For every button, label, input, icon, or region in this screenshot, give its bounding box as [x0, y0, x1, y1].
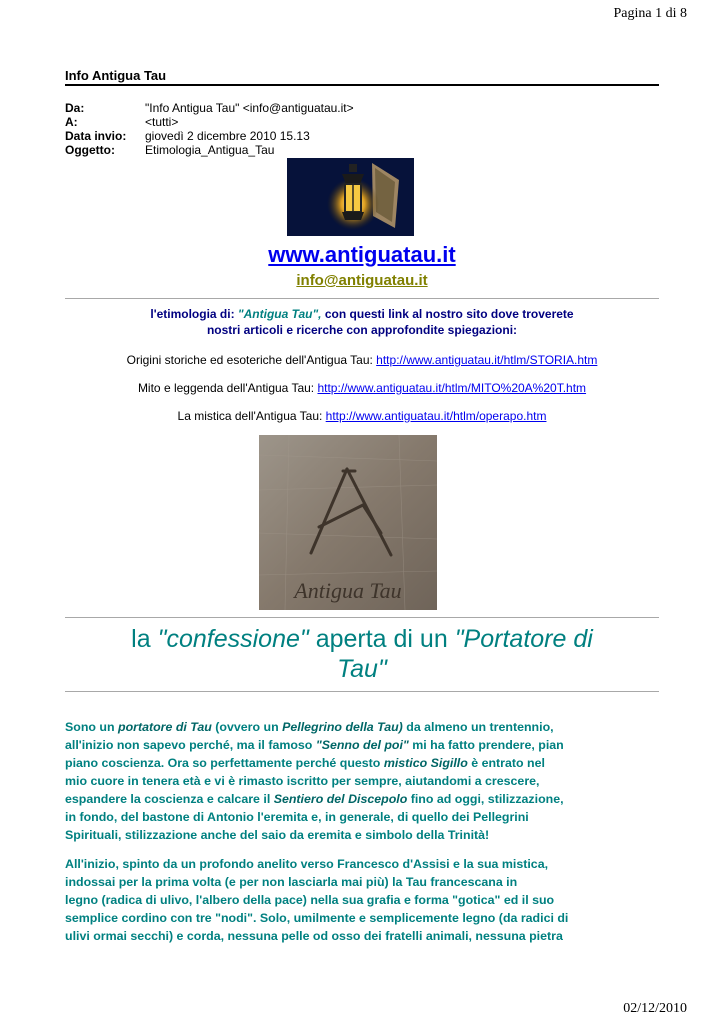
text-line — [65, 718, 665, 736]
title-italic: Tau" — [337, 655, 387, 683]
title-italic: "Portatore di — [454, 625, 593, 653]
text-line: Spirituali, stilizzazione anche del saio da eremita e simbolo della Trinità! — [65, 828, 490, 842]
text-line: legno (radica di ulivo, l'albero della pace) nella sua grafia e forma "gotica" ed il suo — [65, 893, 555, 907]
intro-highlight: "Antigua Tau", — [237, 307, 322, 321]
page-number: Pagina 1 di 8 — [613, 6, 687, 21]
site-mail-link[interactable]: info@antiguatau.it — [296, 272, 428, 289]
section-divider — [65, 691, 659, 692]
text-run: espandere la coscienza e calcare il — [65, 792, 274, 806]
meta-value: giovedì 2 dicembre 2010 15.13 — [145, 129, 310, 143]
title-line — [65, 654, 659, 684]
email-meta — [65, 101, 354, 157]
site-url-link[interactable]: www.antiguatau.it — [268, 242, 456, 267]
meta-label: Data invio: — [65, 129, 127, 143]
tau-symbol-icon — [259, 435, 437, 610]
footer-date: 02/12/2010 — [623, 1001, 687, 1016]
text-line: indossai per la prima volta (e per non lasciarla mai più) la Tau francescana in — [65, 875, 518, 889]
link-line-mistica — [65, 409, 659, 423]
text-run: all'inizio non sapevo perché, ma il famoso — [65, 738, 316, 752]
meta-label: A: — [65, 115, 78, 129]
section-divider — [65, 617, 659, 618]
header-divider — [65, 84, 659, 86]
text-line: in fondo, del bastone di Antonio l'eremita e, in generale, di quello dei Pellegrini — [65, 810, 529, 824]
stone-carving-image — [259, 435, 437, 610]
lantern-image — [287, 158, 414, 236]
text-line — [65, 736, 665, 754]
text-line: All'inizio, spinto da un profondo anelito verso Francesco d'Assisi e la sua mistica, — [65, 857, 549, 871]
intro-text — [65, 306, 659, 338]
text-line: semplice cordino con tre "nodi". Solo, umilmente e semplicemente legno (da radici di — [65, 911, 569, 925]
section-divider — [65, 298, 659, 299]
meta-value: "Info Antigua Tau" <info@antiguatau.it> — [145, 101, 354, 115]
text-line: mio cuore in tenera età e vi è rimasto iscritto per sempre, aiutandomi a crescere, — [65, 774, 540, 788]
meta-value: Etimologia_Antigua_Tau — [145, 143, 275, 157]
link-label: Origini storiche ed esoteriche dell'Antigua Tau: — [126, 353, 377, 367]
meta-row-subject — [65, 143, 354, 157]
lantern-icon — [287, 158, 414, 236]
text-run: mi ha fatto prendere, pian — [408, 738, 564, 752]
text-run: da almeno un trentennio, — [402, 720, 554, 734]
sender-name: Info Antigua Tau — [65, 68, 167, 83]
text-run-italic: mistico Sigillo — [383, 756, 468, 770]
page-title — [65, 624, 659, 684]
intro-part: l'etimologia di: — [150, 307, 238, 321]
meta-label: Oggetto: — [65, 143, 115, 157]
text-run: piano coscienza. Ora so perfettamente perché questo — [65, 756, 384, 770]
meta-row-to — [65, 115, 354, 129]
link-line-storia — [65, 353, 659, 367]
text-line — [65, 754, 665, 772]
stone-caption: Antigua Tau — [294, 578, 402, 603]
link-label: La mistica dell'Antigua Tau: — [177, 409, 326, 423]
meta-row-from — [65, 101, 354, 115]
text-run: fino ad oggi, stilizzazione, — [407, 792, 564, 806]
link-line-mito — [65, 381, 659, 395]
text-run-italic: Pellegrino della Tau) — [282, 720, 403, 734]
link-mito[interactable]: http://www.antiguatau.it/htlm/MITO%20A%20T.htm — [317, 381, 587, 395]
intro-line: nostri articoli e ricerche con approfondite spiegazioni: — [206, 323, 518, 337]
text-run-italic: portatore di Tau — [118, 720, 212, 734]
text-run: Sono un — [65, 720, 118, 734]
intro-part: con questi link al nostro sito dove troverete — [321, 307, 574, 321]
intro-line — [65, 306, 659, 322]
text-run-italic: "Senno del poi" — [315, 738, 409, 752]
meta-row-date — [65, 129, 354, 143]
paragraph-2 — [65, 855, 665, 945]
meta-value: <tutti> — [145, 115, 179, 129]
text-run-italic: Sentiero del Discepolo — [273, 792, 408, 806]
text-run: è entrato nel — [467, 756, 545, 770]
text-line — [65, 790, 665, 808]
title-part: aperta di un — [308, 625, 455, 653]
link-label: Mito e leggenda dell'Antigua Tau: — [137, 381, 318, 395]
meta-label: Da: — [65, 101, 85, 115]
title-italic: "confessione" — [157, 625, 309, 653]
link-storia[interactable]: http://www.antiguatau.it/htlm/STORIA.htm — [376, 353, 598, 367]
title-line — [65, 624, 659, 654]
paragraph-1 — [65, 718, 665, 844]
link-mistica[interactable]: http://www.antiguatau.it/htlm/operapo.htm — [325, 409, 547, 423]
text-run: (ovvero un — [211, 720, 283, 734]
text-line: ulivi ormai secchi) e corda, nessuna pelle od osso dei fratelli animali, nessuna pietra — [65, 929, 563, 943]
title-part: la — [131, 625, 158, 653]
